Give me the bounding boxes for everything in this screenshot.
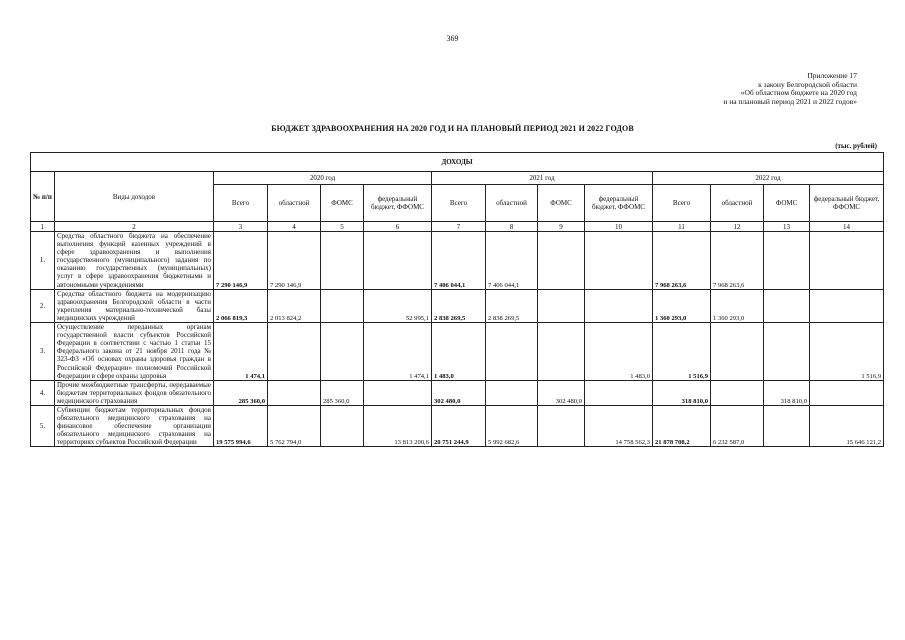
column-header-number: № п/п — [31, 172, 55, 222]
table-row — [31, 232, 884, 290]
appendix-line: к закону Белгородской области — [758, 79, 857, 89]
column-header-regional: областной — [711, 185, 764, 222]
amount-cell — [486, 323, 538, 381]
amount-cell — [538, 323, 585, 381]
page-number: 369 — [446, 34, 459, 43]
amount-cell: 1 483,0 — [432, 323, 486, 381]
amount-cell — [764, 289, 810, 322]
amount-cell: 1 360 293,0 — [711, 289, 764, 322]
amount-cell — [538, 289, 585, 322]
column-number: 4 — [268, 222, 321, 232]
amount-cell: 318 810,0 — [764, 380, 810, 405]
amount-cell: 2 066 819,3 — [214, 289, 268, 322]
appendix-line: Приложение 17 — [807, 71, 857, 80]
amount-cell: 1 474,1 — [214, 323, 268, 381]
amount-cell — [321, 289, 364, 322]
amount-cell: 14 758 562,3 — [585, 405, 653, 446]
amount-cell: 285 360,0 — [214, 380, 268, 405]
amount-cell: 21 878 708,2 — [653, 405, 711, 446]
appendix-line: «Об областном бюджете на 2020 год — [740, 88, 857, 98]
amount-cell: 5 992 682,6 — [486, 405, 538, 446]
amount-cell: 2 838 269,5 — [486, 289, 538, 322]
amount-cell: 19 575 994,6 — [214, 405, 268, 446]
column-header-total: Всего — [432, 185, 486, 222]
column-header-federal: федеральный бюджет, ФФОМС — [810, 185, 884, 222]
table-row — [31, 289, 884, 322]
column-header-foms: ФОМС — [538, 185, 585, 222]
amount-cell: 6 232 587,0 — [711, 405, 764, 446]
column-number: 11 — [653, 222, 711, 232]
amount-cell — [585, 289, 653, 322]
amount-cell: 7 406 044,1 — [432, 232, 486, 290]
amount-cell: 1 360 293,0 — [653, 289, 711, 322]
amount-cell — [711, 380, 764, 405]
table-section-header: ДОХОДЫ — [31, 153, 884, 172]
amount-cell — [538, 405, 585, 446]
amount-cell — [585, 380, 653, 405]
amount-cell: 302 480,0 — [432, 380, 486, 405]
amount-cell — [764, 405, 810, 446]
column-number: 2 — [55, 222, 214, 232]
amount-cell: 7 406 044,1 — [486, 232, 538, 290]
amount-cell: 5 762 794,0 — [268, 405, 321, 446]
amount-cell — [364, 380, 432, 405]
amount-cell — [810, 232, 884, 290]
column-header-income-types: Виды доходов — [55, 172, 214, 222]
amount-cell: 7 968 263,6 — [653, 232, 711, 290]
budget-table — [30, 152, 884, 447]
row-description: Средства областного бюджета на модернизацию здравоохранения Белгородской области в части укрепления материально-технической базы медицинских учреждений — [55, 289, 214, 322]
amount-cell: 7 290 146,9 — [214, 232, 268, 290]
amount-cell: 20 751 244,9 — [432, 405, 486, 446]
amount-cell: 1 516,9 — [810, 323, 884, 381]
column-header-federal: федеральный бюджет, ФФОМС — [585, 185, 653, 222]
row-description: Прочие межбюджетные трансферты, передаваемые бюджетам территориальных фондов обязательного медицинского страхования — [55, 380, 214, 405]
column-number: 10 — [585, 222, 653, 232]
amount-cell — [585, 232, 653, 290]
amount-cell — [486, 380, 538, 405]
amount-cell — [538, 232, 585, 290]
amount-cell — [321, 405, 364, 446]
column-number: 8 — [486, 222, 538, 232]
amount-cell: 52 995,1 — [364, 289, 432, 322]
amount-cell — [810, 380, 884, 405]
column-header-federal: федеральный бюджет, ФФОМС — [364, 185, 432, 222]
amount-cell: 15 646 121,2 — [810, 405, 884, 446]
column-group-year: 2021 год — [432, 172, 653, 185]
column-header-foms: ФОМС — [321, 185, 364, 222]
amount-cell: 2 013 824,2 — [268, 289, 321, 322]
column-header-total: Всего — [653, 185, 711, 222]
column-header-regional: областной — [268, 185, 321, 222]
row-description: Осуществление переданных органам государственной власти субъектов Российской Федерации в соответствии с частью 1 статьи 15 Федерального закона от 21 ноября 2011 года № 323-ФЗ «Об основах охраны здоровья граждан в Российской Федерации» полномочий Российской Федерации в сфере охраны здоровья — [55, 323, 214, 381]
appendix-note — [723, 72, 857, 106]
column-number: 13 — [764, 222, 810, 232]
amount-cell: 302 480,0 — [538, 380, 585, 405]
row-number: 1. — [31, 232, 55, 290]
table-row — [31, 323, 884, 381]
amount-cell — [364, 232, 432, 290]
column-number: 5 — [321, 222, 364, 232]
row-number: 4. — [31, 380, 55, 405]
appendix-line: и на плановый период 2021 и 2022 годов» — [723, 96, 857, 106]
column-number: 14 — [810, 222, 884, 232]
amount-cell: 1 483,0 — [585, 323, 653, 381]
amount-cell — [321, 232, 364, 290]
column-number: 9 — [538, 222, 585, 232]
column-number: 12 — [711, 222, 764, 232]
column-group-year: 2020 год — [214, 172, 432, 185]
column-number: 3 — [214, 222, 268, 232]
amount-cell: 318 810,0 — [653, 380, 711, 405]
units-label: (тыс. рублей) — [835, 142, 877, 150]
amount-cell — [268, 323, 321, 381]
amount-cell: 285 360,0 — [321, 380, 364, 405]
amount-cell — [268, 380, 321, 405]
row-number: 5. — [31, 405, 55, 446]
column-group-year: 2022 год — [653, 172, 884, 185]
amount-cell — [764, 323, 810, 381]
amount-cell: 13 813 200,6 — [364, 405, 432, 446]
column-header-foms: ФОМС — [764, 185, 810, 222]
column-header-total: Всего — [214, 185, 268, 222]
column-header-regional: областной — [486, 185, 538, 222]
amount-cell: 7 290 146,9 — [268, 232, 321, 290]
amount-cell: 1 516,9 — [653, 323, 711, 381]
table-row — [31, 380, 884, 405]
amount-cell — [711, 323, 764, 381]
table-row — [31, 405, 884, 446]
amount-cell: 1 474,1 — [364, 323, 432, 381]
amount-cell — [321, 323, 364, 381]
document-title: БЮДЖЕТ ЗДРАВООХРАНЕНИЯ НА 2020 ГОД И НА ПЛАНОВЫЙ ПЕРИОД 2021 И 2022 ГОДОВ — [271, 124, 634, 133]
amount-cell: 7 968 263,6 — [711, 232, 764, 290]
row-description: Субвенции бюджетам территориальных фондов обязательного медицинского страхования на финансовое обеспечение организации обязательного медицинского страхования на территориях субъектов Российской Федерации — [55, 405, 214, 446]
amount-cell — [764, 232, 810, 290]
column-number: 7 — [432, 222, 486, 232]
row-number: 3. — [31, 323, 55, 381]
row-number: 2. — [31, 289, 55, 322]
row-description: Средства областного бюджета на обеспечение выполнения функций казенных учреждений в сфере здравоохранения и выполнения государственного (муниципального) задания по оказанию государственных (муниципальных) услуг в сфере здравоохранения бюджетными и автономными учреждениями — [55, 232, 214, 290]
amount-cell — [810, 289, 884, 322]
column-number: 1 — [31, 222, 55, 232]
column-number: 6 — [364, 222, 432, 232]
amount-cell: 2 838 269,5 — [432, 289, 486, 322]
